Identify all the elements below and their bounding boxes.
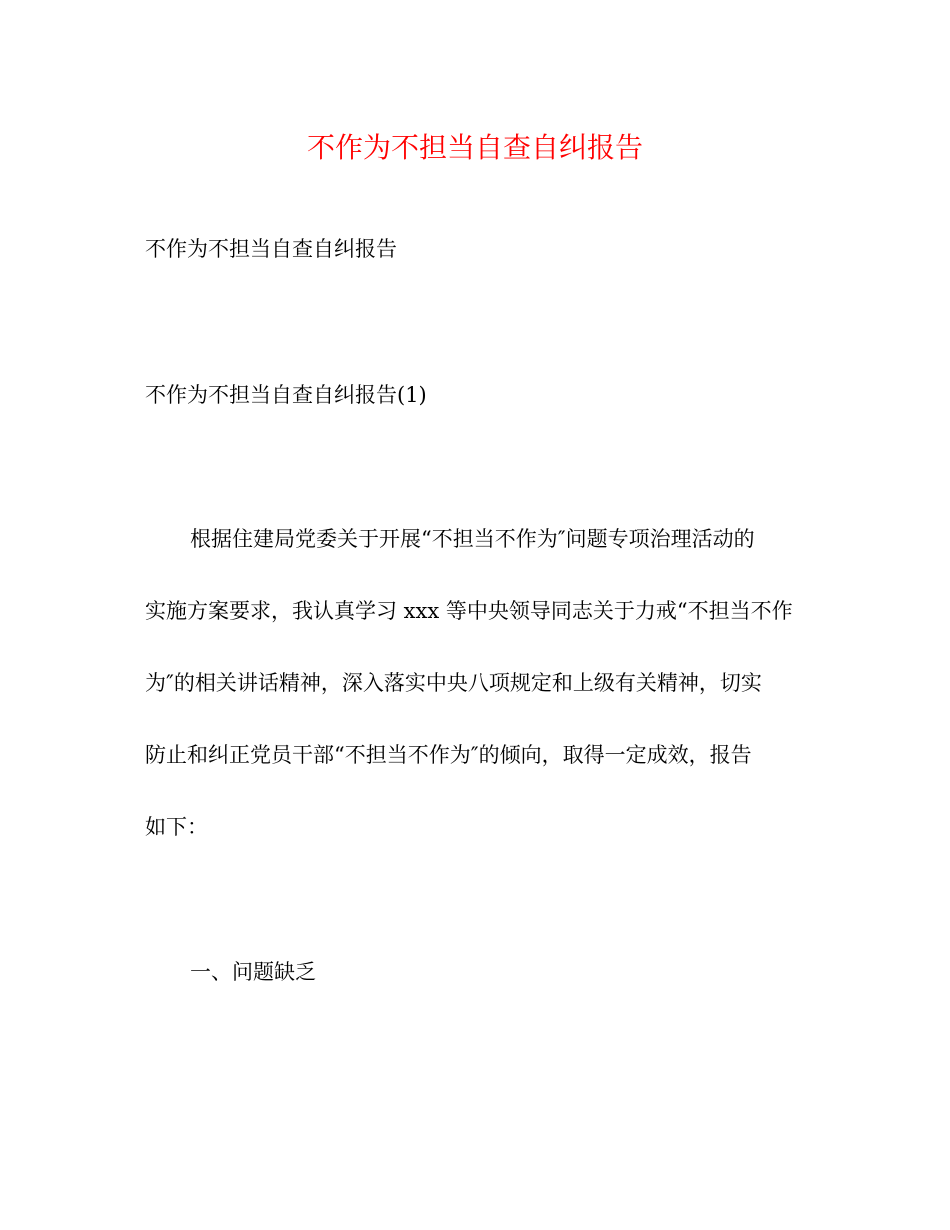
paragraph-line: 为″的相关讲话精神，深入落实中央八项规定和上级有关精神，切实 (145, 671, 762, 695)
paragraph-line: 防止和纠正党员干部“不担当不作为″的倾向，取得一定成效，报告 (145, 743, 752, 767)
document-subtitle: 不作为不担当自查自纠报告 (145, 237, 397, 261)
paragraph-line: 实施方案要求，我认真学习 xxx 等中央领导同志关于力戒“不担当不作 (145, 599, 793, 623)
paragraph-line: 根据住建局党委关于开展“不担当不作为″问题专项治理活动的 (190, 527, 755, 551)
document-title: 不作为不担当自查自纠报告 (306, 131, 643, 164)
item-heading: 一、问题缺乏 (190, 960, 316, 984)
section-heading: 不作为不担当自查自纠报告(1) (145, 383, 427, 407)
paragraph-line: 如下： (145, 815, 208, 839)
